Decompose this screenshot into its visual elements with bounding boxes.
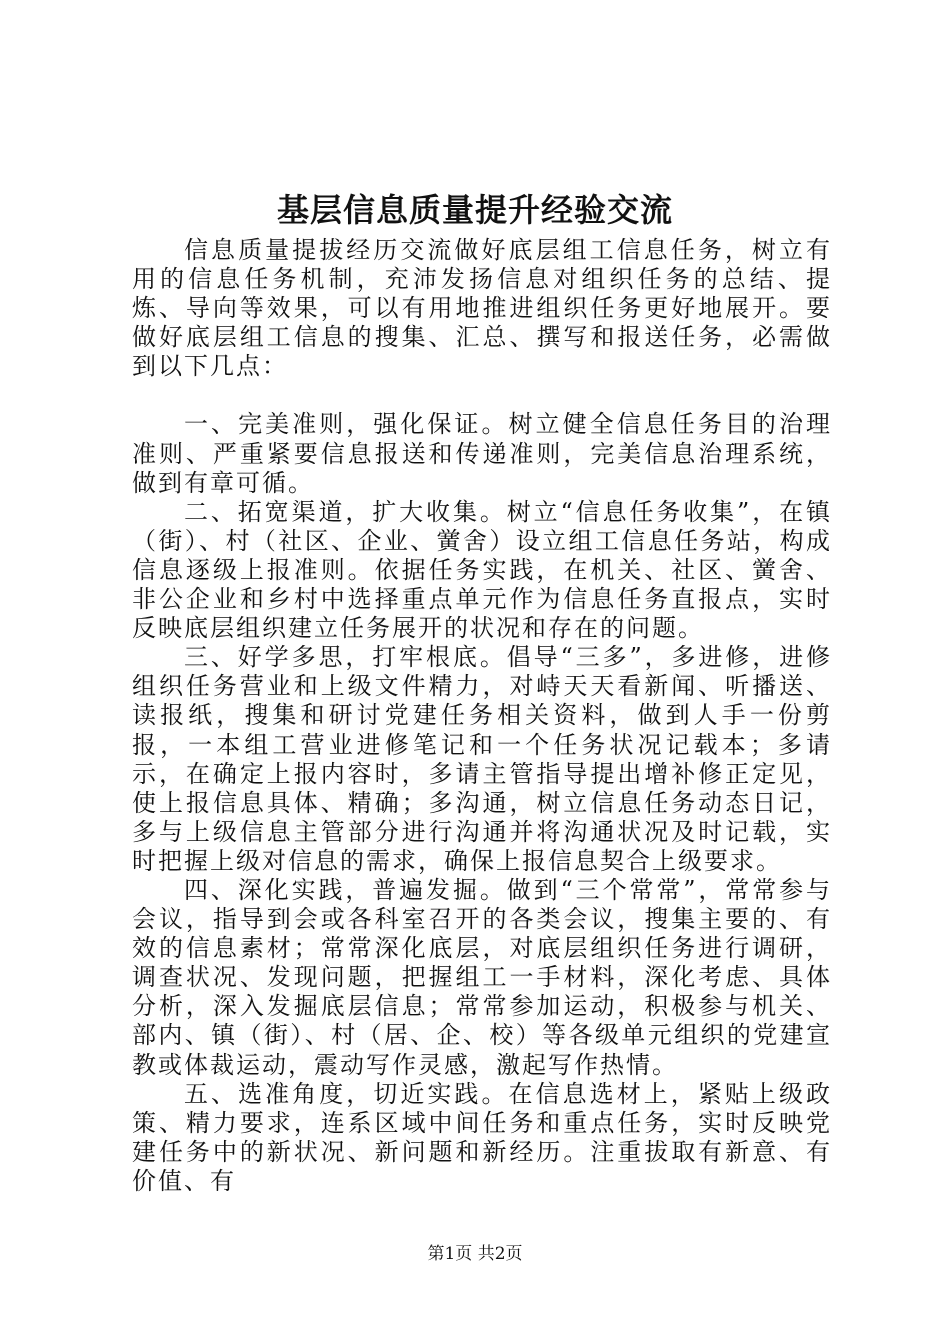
document-title: 基层信息质量提升经验交流 — [276, 191, 673, 229]
page-number-footer: 第1页 共2页 — [427, 1244, 523, 1264]
paragraph-section-2: 二、拓宽渠道，扩大收集。树立“信息任务收集”，在镇（街）、村（社区、企业、黉舍）设立组工信息任务站，构成信息逐级上报准则。依据任务实践，在机关、社区、黉舍、非公企业和乡村中选择重点单元作为信息任务直报点，实时反映底层组织建立任务展开的状况和存在的问题。 — [132, 497, 832, 643]
document-body — [132, 236, 832, 1196]
paragraph-section-1: 一、完美准则，强化保证。树立健全信息任务目的治理准则、严重紧要信息报送和传递准则，完美信息治理系统，做到有章可循。 — [132, 410, 832, 497]
paragraph-section-4: 四、深化实践，普遍发掘。做到“三个常常”，常常参与会议，指导到会或各科室召开的各类会议，搜集主要的、有效的信息素材；常常深化底层，对底层组织任务进行调研，调查状况、发现问题，把握组工一手材料，深化考虑、具体分析，深入发掘底层信息；常常参加运动，积极参与机关、部内、镇（街）、村（居、企、校）等各级单元组织的党建宣教或体裁运动，震动写作灵感，激起写作热情。 — [132, 875, 832, 1079]
paragraph-section-3: 三、好学多思，打牢根底。倡导“三多”，多进修，进修组织任务营业和上级文件精力，对峙天天看新闻、听播送、读报纸，搜集和研讨党建任务相关资料，做到人手一份剪报，一本组工营业进修笔记和一个任务状况记载本；多请示，在确定上报内容时，多请主管指导提出增补修正定见，使上报信息具体、精确；多沟通，树立信息任务动态日记，多与上级信息主管部分进行沟通并将沟通状况及时记载，实时把握上级对信息的需求，确保上报信息契合上级要求。 — [132, 643, 832, 875]
paragraph-section-5: 五、选准角度，切近实践。在信息选材上，紧贴上级政策、精力要求，连系区域中间任务和重点任务，实时反映党建任务中的新状况、新问题和新经历。注重拔取有新意、有价值、有 — [132, 1079, 832, 1195]
paragraph-intro: 信息质量提拔经历交流做好底层组工信息任务，树立有用的信息任务机制，充沛发扬信息对组织任务的总结、提炼、导向等效果，可以有用地推进组织任务更好地展开。要做好底层组工信息的搜集、汇总、撰写和报送任务，必需做到以下几点： — [132, 236, 832, 381]
